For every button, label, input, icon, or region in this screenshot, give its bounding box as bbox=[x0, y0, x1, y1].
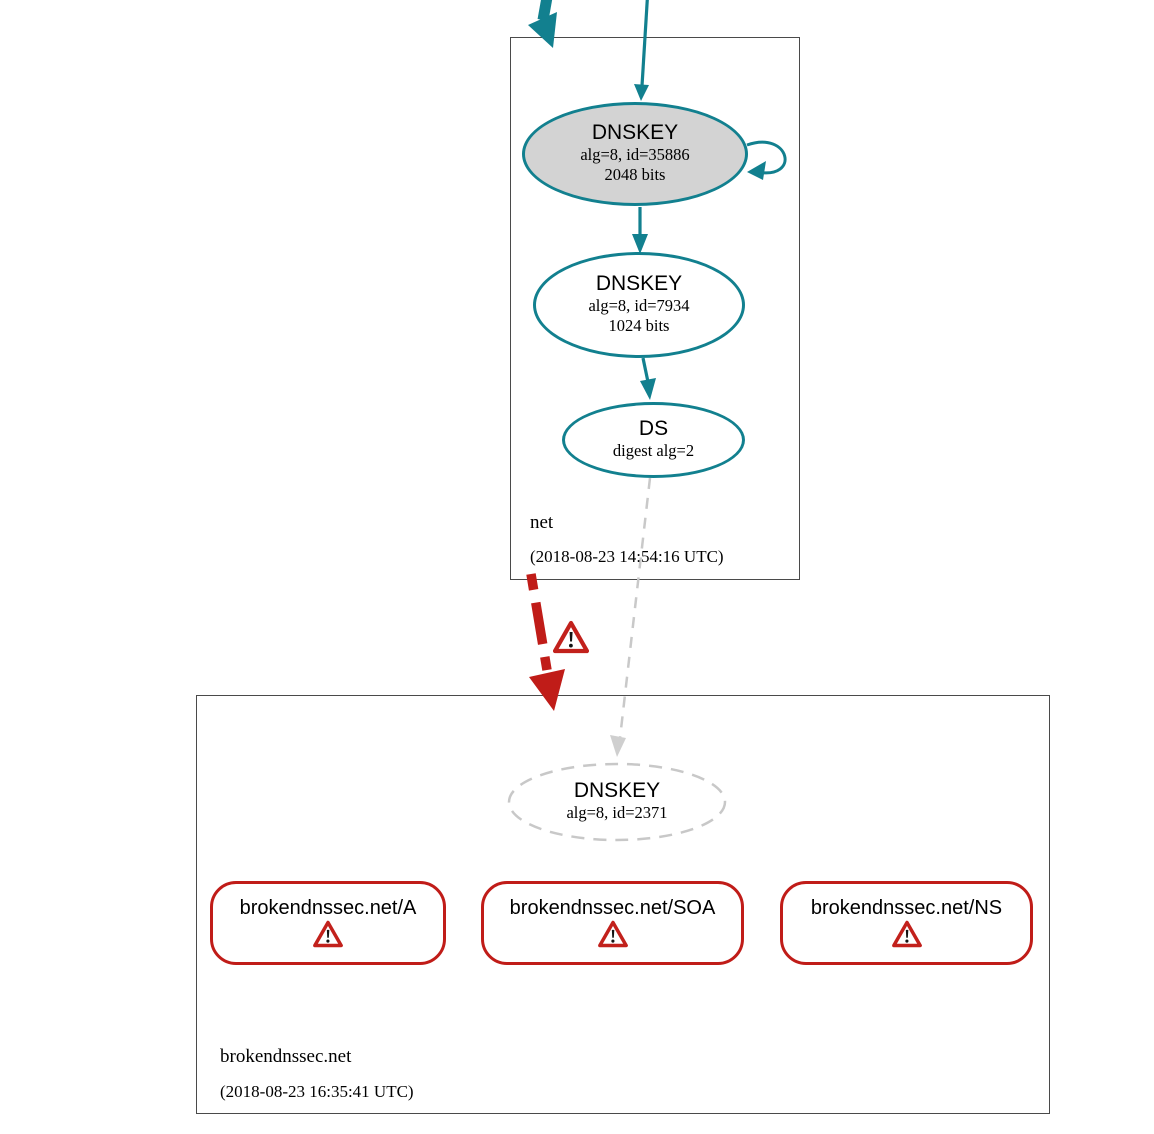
zone-name-net: net bbox=[530, 512, 554, 533]
rrset-brokendnssec-net-ns[interactable] bbox=[780, 881, 1033, 965]
node-broken-dnskey[interactable] bbox=[509, 764, 725, 840]
warning-icon bbox=[553, 620, 589, 659]
node-title: DNSKEY bbox=[591, 121, 679, 145]
node-detail: alg=8, id=2371 bbox=[566, 803, 668, 823]
zone-name-brokendnssec-net: brokendnssec.net bbox=[220, 1046, 352, 1067]
edge-zsk-to-ds bbox=[640, 358, 656, 400]
zone-timestamp-brokendnssec-net: (2018-08-23 16:35:41 UTC) bbox=[220, 1082, 414, 1101]
edge-ksk-to-zsk bbox=[632, 207, 648, 254]
node-bits: 1024 bits bbox=[608, 316, 670, 336]
node-bits: 2048 bits bbox=[604, 165, 666, 185]
warning-icon bbox=[598, 920, 628, 948]
node-title: DNSKEY bbox=[573, 779, 661, 803]
rrset-label: brokendnssec.net/SOA bbox=[509, 896, 716, 919]
rrset-label: brokendnssec.net/A bbox=[239, 896, 417, 919]
node-detail: digest alg=2 bbox=[612, 441, 695, 461]
node-title: DS bbox=[638, 417, 669, 441]
edge-root-to-net-ksk bbox=[634, 0, 649, 101]
zone-timestamp-net: (2018-08-23 14:54:16 UTC) bbox=[530, 547, 724, 566]
edge-ksk-self-loop bbox=[747, 142, 785, 180]
warning-icon bbox=[313, 920, 343, 948]
edge-ds-to-broken-dnskey-dashed bbox=[610, 478, 650, 757]
warning-icon bbox=[892, 920, 922, 948]
node-net-ksk[interactable] bbox=[522, 102, 748, 206]
rrset-brokendnssec-net-a[interactable] bbox=[210, 881, 446, 965]
node-title: DNSKEY bbox=[595, 272, 683, 296]
edge-parent-delegation-arrow bbox=[528, 0, 557, 48]
rrset-brokendnssec-net-soa[interactable] bbox=[481, 881, 744, 965]
node-detail: alg=8, id=35886 bbox=[580, 144, 690, 164]
node-net-ds[interactable] bbox=[562, 402, 745, 478]
node-detail: alg=8, id=7934 bbox=[588, 295, 690, 315]
node-net-zsk[interactable] bbox=[533, 252, 745, 358]
rrset-label: brokendnssec.net/NS bbox=[810, 896, 1003, 919]
